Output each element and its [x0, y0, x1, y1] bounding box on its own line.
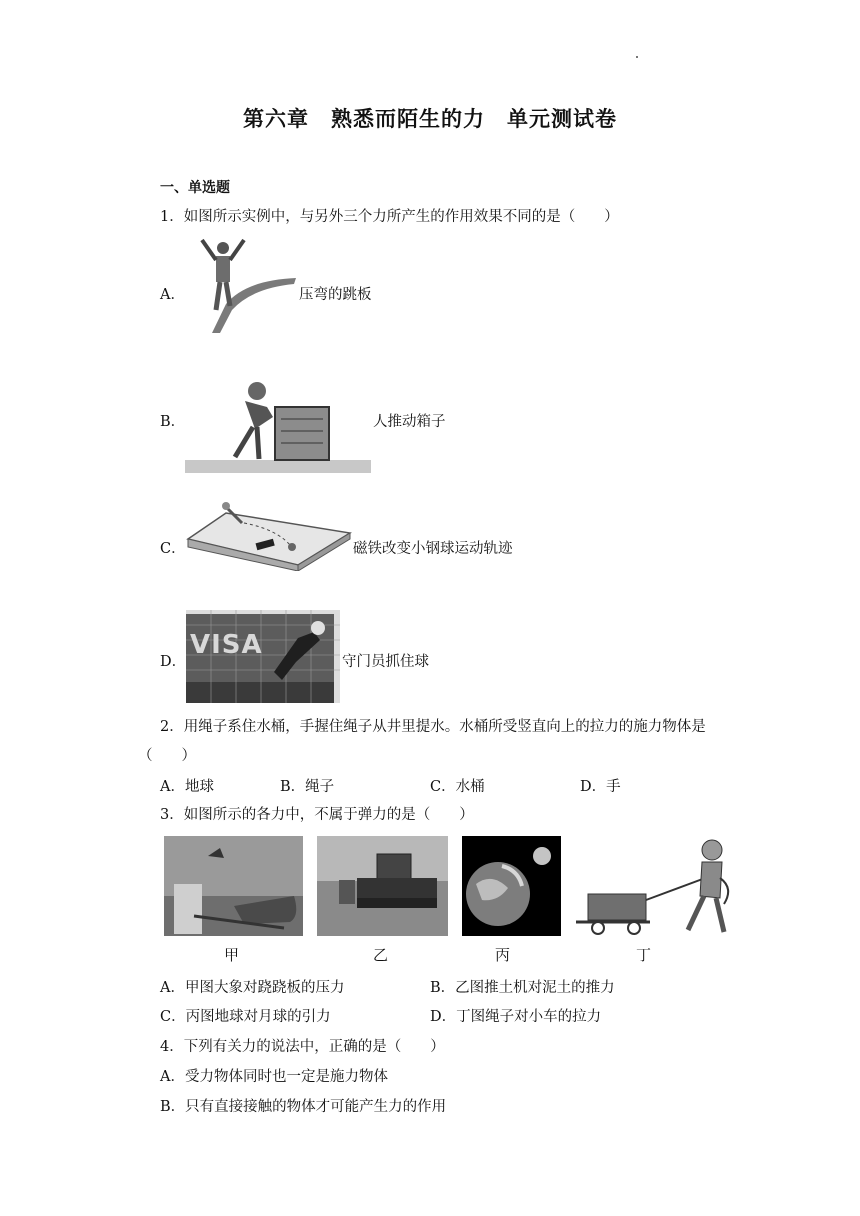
q3-option-a: A．甲图大象对跷跷板的压力 — [160, 980, 345, 996]
q3-option-b: B．乙图推土机对泥土的推力 — [430, 980, 615, 996]
q1-option-d-caption: 守门员抓住球 — [342, 654, 429, 670]
page-title: 第六章 熟悉而陌生的力 单元测试卷 — [243, 106, 617, 131]
bulldozer-image — [317, 836, 448, 936]
magnet-ball-image — [186, 499, 352, 571]
earth-moon-image — [462, 836, 561, 936]
question-4-stem: 4．下列有关力的说法中，正确的是（ ） — [160, 1039, 445, 1055]
q1-option-b-letter: B． — [160, 414, 186, 430]
question-1-stem: 1．如图所示实例中，与另外三个力所产生的作用效果不同的是（ ） — [160, 209, 619, 225]
push-box-image — [185, 377, 371, 473]
q2-option-c: C．水桶 — [430, 779, 485, 795]
elephant-seesaw-image — [164, 836, 303, 936]
q2-option-b: B．绳子 — [280, 779, 335, 795]
q1-option-a-letter: A． — [160, 287, 185, 303]
q4-option-a: A．受力物体同时也一定是施力物体 — [160, 1069, 388, 1085]
q2-option-a: A．地球 — [160, 779, 214, 795]
section-heading: 一、单选题 — [160, 180, 230, 196]
cart-pull-image — [574, 838, 740, 936]
q3-option-d: D．丁图绳子对小车的拉力 — [430, 1009, 602, 1025]
q1-option-c-caption: 磁铁改变小钢球运动轨迹 — [353, 541, 513, 557]
q3-label-yi: 乙 — [373, 946, 389, 964]
page-mark — [636, 56, 638, 58]
question-3-stem: 3．如图所示的各力中，不属于弹力的是（ ） — [160, 807, 474, 823]
visa-banner-text: VISA — [190, 630, 263, 660]
question-2-stem-cont: （ ） — [138, 748, 196, 764]
question-2-stem: 2．用绳子系住水桶，手握住绳子从井里提水。水桶所受竖直向上的拉力的施力物体是 — [160, 719, 706, 735]
q3-option-c: C．丙图地球对月球的引力 — [160, 1009, 331, 1025]
diving-board-image — [186, 238, 298, 334]
q3-label-jia: 甲 — [224, 946, 240, 964]
q1-option-c-letter: C． — [160, 541, 186, 557]
q4-option-b: B．只有直接接触的物体才可能产生力的作用 — [160, 1099, 447, 1115]
q1-option-d-letter: D． — [160, 654, 187, 670]
q1-option-b-caption: 人推动箱子 — [373, 414, 446, 430]
q2-option-d: D．手 — [580, 779, 621, 795]
goalkeeper-image — [186, 610, 340, 703]
q1-option-a-caption: 压弯的跳板 — [299, 287, 372, 303]
q3-label-ding: 丁 — [636, 946, 652, 964]
q3-label-bing: 丙 — [495, 946, 511, 964]
